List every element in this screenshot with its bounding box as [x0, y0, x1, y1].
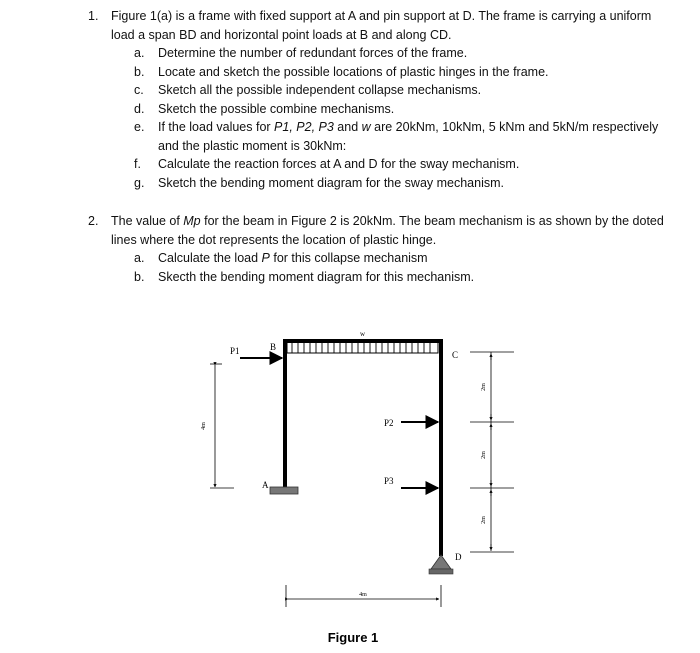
- part-text-var: P: [261, 251, 270, 265]
- part-letter: b.: [134, 64, 145, 79]
- part-text: Sketch the possible combine mechanisms.: [158, 101, 395, 116]
- label-c: C: [452, 350, 459, 360]
- part-letter: c.: [134, 83, 144, 97]
- label-a: A: [262, 480, 269, 490]
- part-letter: a.: [134, 46, 145, 60]
- label-dim-right-1: 2m: [481, 383, 487, 391]
- part-text: Sketch all the possible independent collapse mechanisms.: [158, 83, 482, 97]
- part-letter: b.: [134, 269, 145, 284]
- part-text: Skecth the bending moment diagram for this mechanism.: [158, 269, 475, 284]
- dimension-right-segments: [470, 352, 514, 552]
- dimension-left-height: [210, 364, 234, 488]
- part-letter: f.: [134, 157, 141, 171]
- question-1-intro: Figure 1(a) is a frame with fixed support at A and pin support at D. The frame is carrying a uniform load a span BD and horizontal point loads at B and along CD.: [111, 9, 652, 42]
- part-text-w: w: [361, 120, 371, 134]
- label-dim-bottom: 4m: [359, 592, 367, 598]
- part-text: Calculate the reaction forces at A and D for the sway mechanism.: [158, 157, 520, 171]
- pin-support-d: [429, 555, 453, 574]
- part-text-vars: P1, P2, P3: [274, 120, 334, 134]
- label-d: D: [455, 552, 462, 562]
- label-w: w: [360, 330, 366, 338]
- intro-after: for the beam in Figure 2 is 20kNm. The beam mechanism is as shown by the doted lines where the dot represents the location of plastic hinge.: [111, 214, 664, 247]
- intro-before: The value of: [111, 214, 184, 228]
- label-dim-right-3: 2m: [481, 516, 487, 524]
- part-letter: a.: [134, 251, 145, 265]
- uniform-load-w: [287, 342, 438, 353]
- label-p2: P2: [384, 418, 394, 428]
- part-letter: d.: [134, 101, 145, 116]
- part-text-after: for this collapse mechanism: [269, 251, 428, 265]
- part-text-mid: and: [333, 120, 362, 134]
- label-b: B: [270, 342, 277, 352]
- frame: [283, 339, 443, 556]
- label-p3: P3: [384, 476, 394, 486]
- label-dim-left: 4m: [201, 422, 207, 430]
- fixed-support-a: [270, 487, 298, 494]
- part-letter: g.: [134, 175, 145, 190]
- part-text-before: Calculate the load: [158, 251, 262, 265]
- question-1-number: 1.: [88, 9, 99, 23]
- part-letter: e.: [134, 120, 145, 134]
- figure-caption: Figure 1: [327, 630, 379, 645]
- intro-var: Mp: [183, 214, 201, 228]
- question-2-number: 2.: [88, 214, 99, 228]
- part-text: Determine the number of redundant forces of the frame.: [158, 46, 468, 60]
- part-text: Locate and sketch the possible locations of plastic hinges in the frame.: [158, 64, 549, 79]
- label-p1: P1: [230, 346, 240, 356]
- part-text: Sketch the bending moment diagram for the sway mechanism.: [158, 175, 505, 190]
- label-dim-right-2: 2m: [481, 451, 487, 459]
- part-text-before: If the load values for: [158, 120, 275, 134]
- part-text-after: are 20kNm, 10kNm, 5 kNm and 5kN/m respectively and the plastic moment is 30kNm:: [158, 120, 659, 153]
